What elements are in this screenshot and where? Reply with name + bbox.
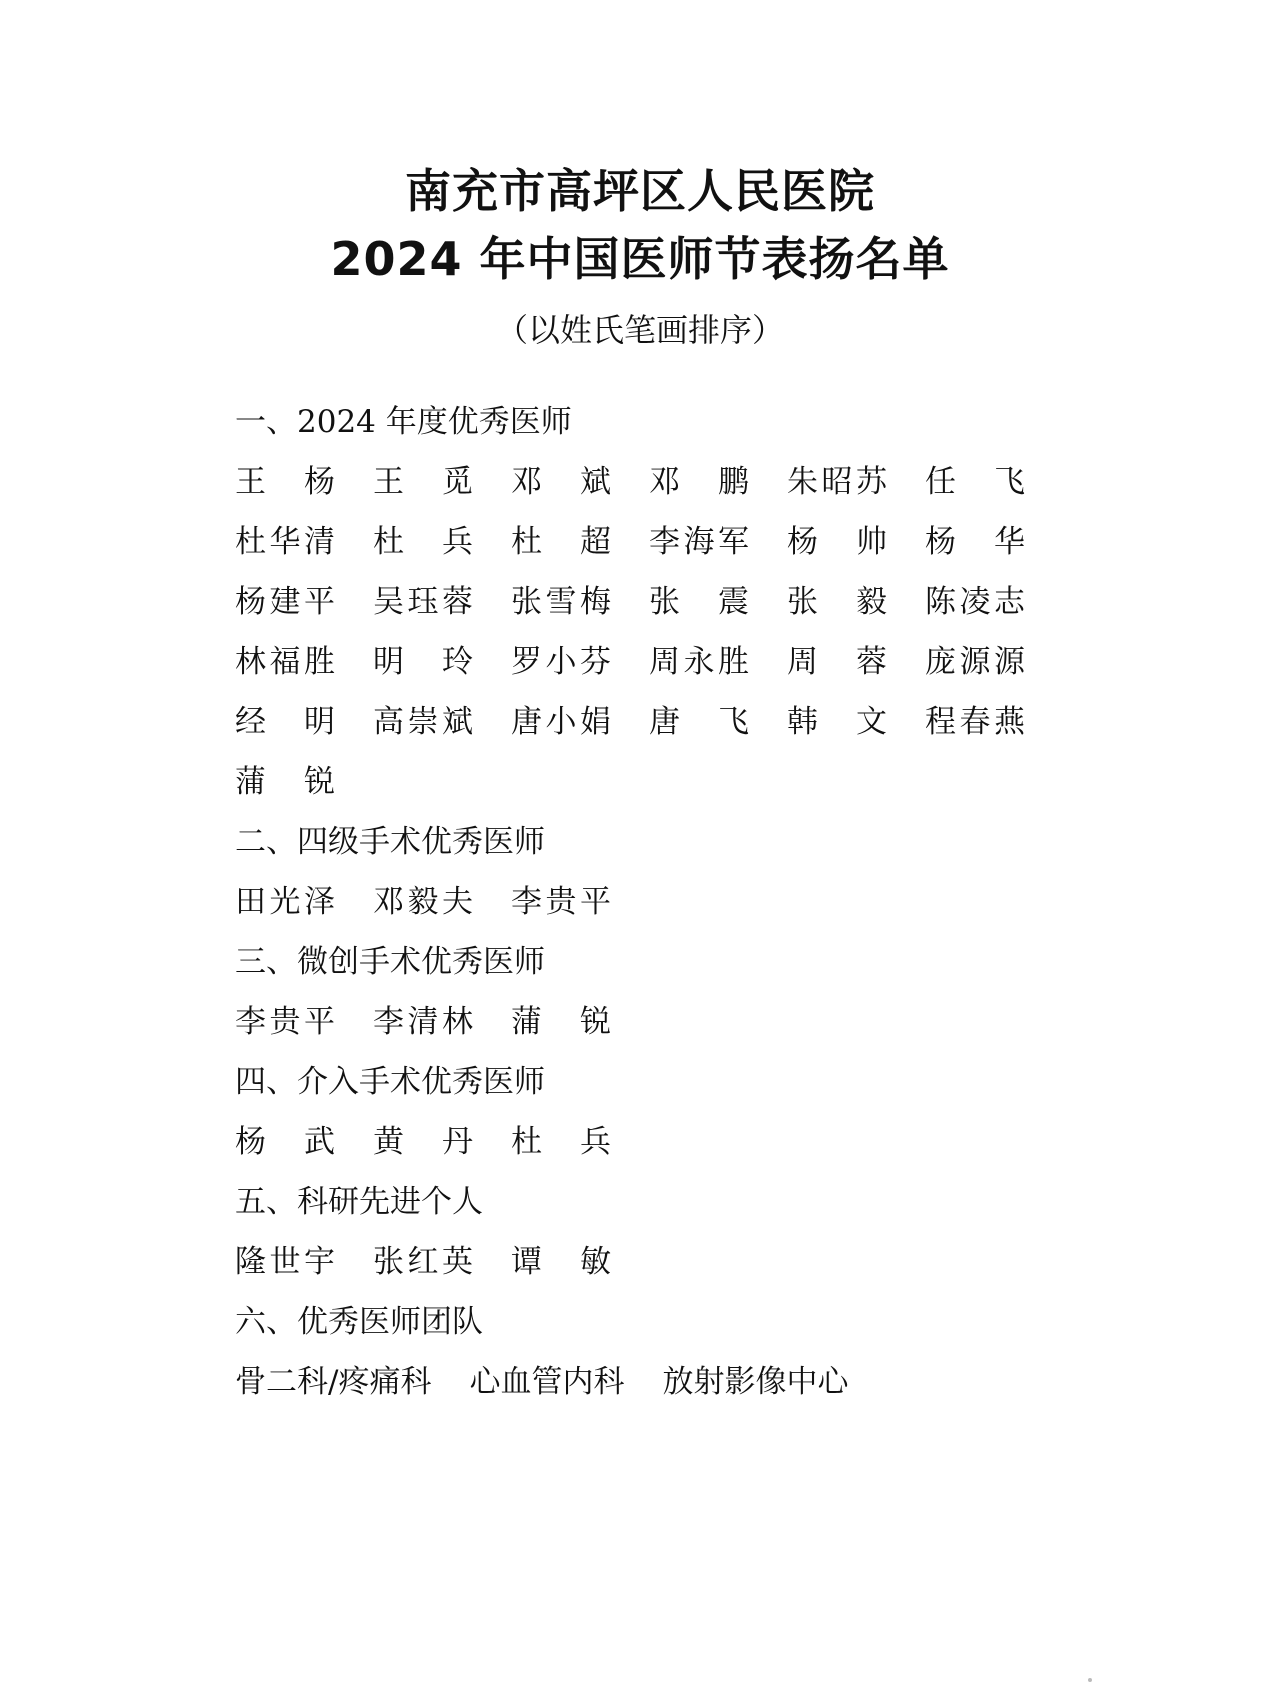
honor-list bbox=[235, 392, 1135, 1412]
honoree-name: 杜 兵 bbox=[511, 1124, 611, 1160]
honoree-name: 王 觅 bbox=[373, 464, 473, 500]
honoree-name: 黄 丹 bbox=[373, 1124, 473, 1160]
honoree-name: 李 贵 平 bbox=[511, 884, 611, 920]
honoree-name: 蒲 锐 bbox=[511, 1004, 611, 1040]
honoree-name: 唐 小 娟 bbox=[511, 704, 611, 740]
document-title-line2: 2024 年中国医师节表扬名单 bbox=[330, 232, 950, 286]
honoree-name: 田 光 泽 bbox=[235, 884, 335, 920]
honoree-name: 李 海 军 bbox=[649, 524, 749, 560]
section-heading: 一、2024 年度优秀医师 bbox=[235, 404, 572, 440]
honoree-name: 邓 毅 夫 bbox=[373, 884, 473, 920]
name-row bbox=[235, 632, 1135, 692]
honoree-name: 王 杨 bbox=[235, 464, 335, 500]
team-name: 放射影像中心 bbox=[662, 1364, 849, 1400]
honoree-name: 周 永 胜 bbox=[649, 644, 749, 680]
name-row bbox=[235, 452, 1135, 512]
honoree-name: 杨 建 平 bbox=[235, 584, 335, 620]
honoree-name: 罗 小 芬 bbox=[511, 644, 611, 680]
section-heading: 四、介入手术优秀医师 bbox=[235, 1064, 545, 1100]
honoree-name: 唐 飞 bbox=[649, 704, 749, 740]
section-heading: 二、四级手术优秀医师 bbox=[235, 824, 545, 860]
name-row bbox=[235, 1112, 1135, 1172]
honoree-name: 杨 华 bbox=[925, 524, 1025, 560]
honoree-name: 杜 兵 bbox=[373, 524, 473, 560]
honoree-name: 张 雪 梅 bbox=[511, 584, 611, 620]
honoree-name: 韩 文 bbox=[787, 704, 887, 740]
honoree-name: 庞 源 源 bbox=[925, 644, 1025, 680]
document-subtitle: （以姓氏笔画排序） bbox=[495, 311, 784, 349]
honoree-name: 任 飞 bbox=[925, 464, 1025, 500]
section-heading: 三、微创手术优秀医师 bbox=[235, 944, 545, 980]
name-row bbox=[235, 1232, 1135, 1292]
honoree-name: 周 蓉 bbox=[787, 644, 887, 680]
team-name: 心血管内科 bbox=[469, 1364, 625, 1400]
honoree-name: 杜 华 清 bbox=[235, 524, 335, 560]
honoree-name: 隆 世 宇 bbox=[235, 1244, 335, 1280]
name-row bbox=[235, 692, 1135, 752]
honoree-name: 李 贵 平 bbox=[235, 1004, 335, 1040]
section-heading: 五、科研先进个人 bbox=[235, 1184, 483, 1220]
honoree-name: 吴 珏 蓉 bbox=[373, 584, 473, 620]
honoree-name: 高 崇 斌 bbox=[373, 704, 473, 740]
honoree-name: 明 玲 bbox=[373, 644, 473, 680]
name-row bbox=[235, 872, 1135, 932]
honoree-name: 张 红 英 bbox=[373, 1244, 473, 1280]
honoree-name: 张 震 bbox=[649, 584, 749, 620]
honoree-name: 朱 昭 苏 bbox=[787, 464, 887, 500]
honoree-name: 邓 鹏 bbox=[649, 464, 749, 500]
honoree-name: 李 清 林 bbox=[373, 1004, 473, 1040]
document-title-line1: 南充市高坪区人民医院 bbox=[405, 164, 875, 218]
honoree-name: 杨 帅 bbox=[787, 524, 887, 560]
name-row bbox=[235, 992, 1135, 1052]
honoree-name: 陈 凌 志 bbox=[925, 584, 1025, 620]
honoree-name: 张 毅 bbox=[787, 584, 887, 620]
section-heading: 六、优秀医师团队 bbox=[235, 1304, 483, 1340]
name-row bbox=[235, 752, 1135, 812]
honoree-name: 程 春 燕 bbox=[925, 704, 1025, 740]
name-row bbox=[235, 572, 1135, 632]
page-corner-mark bbox=[1088, 1678, 1092, 1682]
honoree-name: 谭 敏 bbox=[511, 1244, 611, 1280]
name-row bbox=[235, 512, 1135, 572]
honoree-name: 林 福 胜 bbox=[235, 644, 335, 680]
team-row bbox=[235, 1352, 1135, 1412]
honoree-name: 蒲 锐 bbox=[235, 764, 335, 800]
honoree-name: 邓 斌 bbox=[511, 464, 611, 500]
honoree-name: 杜 超 bbox=[511, 524, 611, 560]
honoree-name: 杨 武 bbox=[235, 1124, 335, 1160]
honoree-name: 经 明 bbox=[235, 704, 335, 740]
team-name: 骨二科/疼痛科 bbox=[235, 1364, 432, 1400]
